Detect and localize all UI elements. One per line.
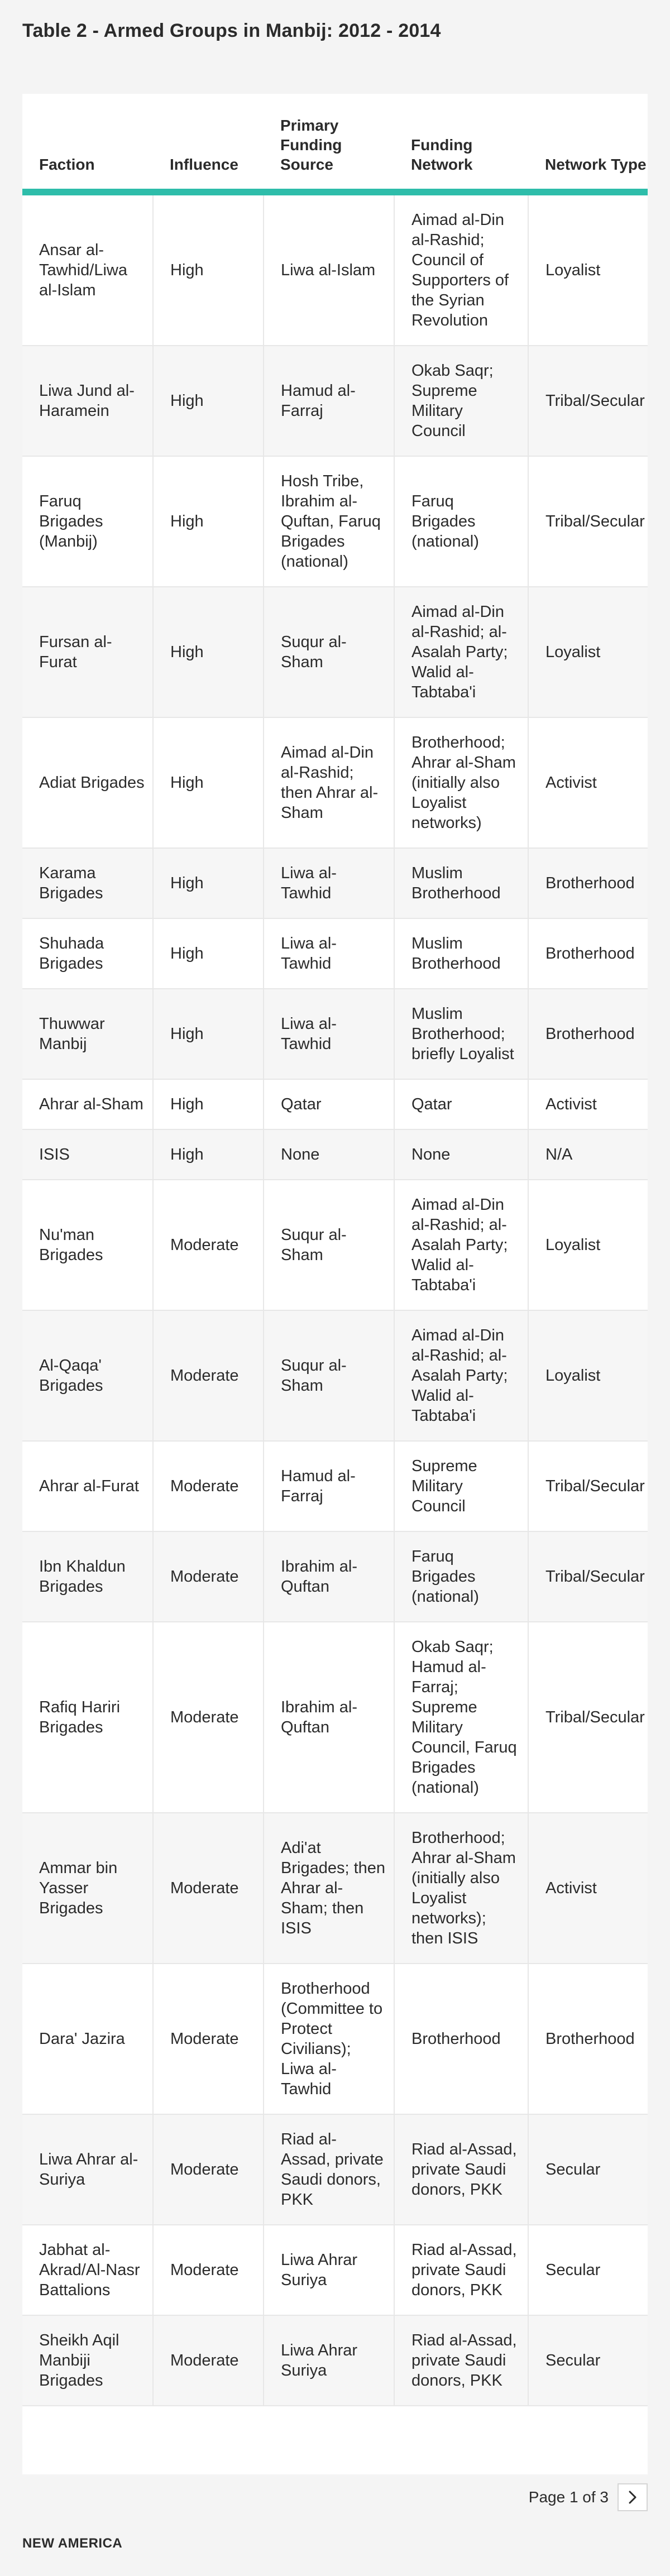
table-row [22,1531,648,1622]
cell-funding-network: Aimad al-Din al-Rashid; al-Asalah Party; Walid al-Tabtaba'i [394,587,528,717]
cell-primary-funding-source: Riad al-Assad, private Saudi donors, PKK [264,2114,394,2225]
cell-influence: High [153,456,264,587]
cell-faction: Liwa Jund al-Haramein [22,346,153,456]
column-header-network-type: Network Type [528,94,648,192]
cell-funding-network: Aimad al-Din al-Rashid; al-Asalah Party; Walid al-Tabtaba'i [394,1310,528,1441]
cell-faction: Ammar bin Yasser Brigades [22,1813,153,1964]
page-indicator: Page 1 of 3 [528,2488,609,2506]
table-row [22,1310,648,1441]
table-row [22,192,648,346]
cell-network-type: Loyalist [528,1180,648,1310]
cell-influence: High [153,1079,264,1129]
cell-primary-funding-source: Liwa al-Tawhid [264,848,394,918]
cell-faction: Fursan al-Furat [22,587,153,717]
cell-primary-funding-source: Suqur al-Sham [264,1310,394,1441]
cell-influence: Moderate [153,1531,264,1622]
table-row [22,1813,648,1964]
cell-influence: Moderate [153,1813,264,1964]
cell-influence: Moderate [153,1180,264,1310]
cell-network-type: Brotherhood [528,1964,648,2114]
cell-faction: Ahrar al-Sham [22,1079,153,1129]
cell-primary-funding-source: Brotherhood (Committee to Protect Civilians); Liwa al-Tawhid [264,1964,394,2114]
next-page-button[interactable] [618,2483,648,2511]
cell-primary-funding-source: Liwa al-Islam [264,192,394,346]
cell-network-type: Tribal/Secular [528,346,648,456]
cell-funding-network: Riad al-Assad, private Saudi donors, PKK [394,2315,528,2406]
cell-funding-network: Riad al-Assad, private Saudi donors, PKK [394,2114,528,2225]
cell-influence: High [153,848,264,918]
cell-primary-funding-source: Hamud al-Farraj [264,346,394,456]
table-header-row [22,94,648,192]
cell-primary-funding-source: Suqur al-Sham [264,1180,394,1310]
column-header-faction: Faction [22,94,153,192]
cell-primary-funding-source: Suqur al-Sham [264,587,394,717]
cell-influence: Moderate [153,2315,264,2406]
table-row [22,1441,648,1531]
cell-influence: High [153,1129,264,1180]
cell-funding-network: Qatar [394,1079,528,1129]
cell-network-type: Brotherhood [528,989,648,1079]
cell-influence: Moderate [153,2114,264,2225]
cell-primary-funding-source: Aimad al-Din al-Rashid; then Ahrar al-Sham [264,717,394,848]
cell-faction: Adiat Brigades [22,717,153,848]
cell-network-type: Loyalist [528,587,648,717]
cell-funding-network: Riad al-Assad, private Saudi donors, PKK [394,2225,528,2315]
cell-funding-network: Muslim Brotherhood; briefly Loyalist [394,989,528,1079]
cell-funding-network: Muslim Brotherhood [394,848,528,918]
cell-network-type: Loyalist [528,1310,648,1441]
cell-faction: Sheikh Aqil Manbiji Brigades [22,2315,153,2406]
table-row [22,1079,648,1129]
armed-groups-table [22,94,648,2406]
cell-network-type: Activist [528,1813,648,1964]
column-header-primary-funding-source: Primary Funding Source [264,94,394,192]
cell-faction: Ahrar al-Furat [22,1441,153,1531]
cell-network-type: Tribal/Secular [528,1441,648,1531]
cell-faction: Ansar al-Tawhid/Liwa al-Islam [22,192,153,346]
cell-influence: High [153,192,264,346]
cell-network-type: Tribal/Secular [528,456,648,587]
table-row [22,587,648,717]
cell-network-type: Tribal/Secular [528,1531,648,1622]
cell-primary-funding-source: Ibrahim al-Quftan [264,1622,394,1813]
cell-faction: Jabhat al-Akrad/Al-Nasr Battalions [22,2225,153,2315]
table-row [22,918,648,989]
cell-faction: Nu'man Brigades [22,1180,153,1310]
cell-funding-network: Brotherhood; Ahrar al-Sham (initially also Loyalist networks) [394,717,528,848]
table-row [22,1622,648,1813]
cell-primary-funding-source: Hosh Tribe, Ibrahim al-Quftan, Faruq Brigades (national) [264,456,394,587]
cell-influence: High [153,346,264,456]
table-row [22,2114,648,2225]
cell-influence: High [153,918,264,989]
cell-faction: Faruq Brigades (Manbij) [22,456,153,587]
cell-influence: Moderate [153,1441,264,1531]
cell-network-type: Tribal/Secular [528,1622,648,1813]
cell-influence: Moderate [153,1622,264,1813]
table-scroll-container[interactable] [22,94,648,2474]
cell-faction: Thuwwar Manbij [22,989,153,1079]
table-row [22,717,648,848]
cell-network-type: Secular [528,2225,648,2315]
table-row [22,1964,648,2114]
table-row [22,1129,648,1180]
cell-funding-network: None [394,1129,528,1180]
cell-faction: Dara' Jazira [22,1964,153,2114]
column-header-funding-network: Funding Network [394,94,528,192]
cell-network-type: Secular [528,2114,648,2225]
cell-primary-funding-source: None [264,1129,394,1180]
cell-funding-network: Brotherhood; Ahrar al-Sham (initially also Loyalist networks); then ISIS [394,1813,528,1964]
cell-influence: High [153,717,264,848]
cell-funding-network: Faruq Brigades (national) [394,1531,528,1622]
cell-influence: Moderate [153,1964,264,2114]
cell-funding-network: Supreme Military Council [394,1441,528,1531]
cell-primary-funding-source: Liwa al-Tawhid [264,989,394,1079]
cell-primary-funding-source: Liwa al-Tawhid [264,918,394,989]
cell-primary-funding-source: Adi'at Brigades; then Ahrar al-Sham; then ISIS [264,1813,394,1964]
cell-primary-funding-source: Ibrahim al-Quftan [264,1531,394,1622]
table-row [22,848,648,918]
cell-network-type: Activist [528,717,648,848]
cell-faction: ISIS [22,1129,153,1180]
footer-brand-logo: NEW AMERICA [22,2536,123,2551]
cell-influence: High [153,587,264,717]
cell-network-type: Activist [528,1079,648,1129]
page-title: Table 2 - Armed Groups in Manbij: 2012 - 2014 [22,20,441,41]
cell-primary-funding-source: Liwa Ahrar Suriya [264,2315,394,2406]
table-row [22,1180,648,1310]
column-header-influence: Influence [153,94,264,192]
cell-faction: Al-Qaqa' Brigades [22,1310,153,1441]
cell-influence: Moderate [153,2225,264,2315]
cell-faction: Karama Brigades [22,848,153,918]
cell-funding-network: Aimad al-Din al-Rashid; Council of Supporters of the Syrian Revolution [394,192,528,346]
cell-funding-network: Faruq Brigades (national) [394,456,528,587]
cell-primary-funding-source: Hamud al-Farraj [264,1441,394,1531]
cell-network-type: N/A [528,1129,648,1180]
cell-network-type: Loyalist [528,192,648,346]
cell-influence: High [153,989,264,1079]
cell-faction: Shuhada Brigades [22,918,153,989]
table-row [22,2315,648,2406]
table-row [22,346,648,456]
cell-funding-network: Okab Saqr; Supreme Military Council [394,346,528,456]
cell-funding-network: Okab Saqr; Hamud al-Farraj; Supreme Military Council, Faruq Brigades (national) [394,1622,528,1813]
table-row [22,989,648,1079]
cell-faction: Liwa Ahrar al-Suriya [22,2114,153,2225]
cell-primary-funding-source: Qatar [264,1079,394,1129]
cell-funding-network: Brotherhood [394,1964,528,2114]
cell-network-type: Brotherhood [528,848,648,918]
cell-funding-network: Aimad al-Din al-Rashid; al-Asalah Party; Walid al-Tabtaba'i [394,1180,528,1310]
cell-primary-funding-source: Liwa Ahrar Suriya [264,2225,394,2315]
cell-funding-network: Muslim Brotherhood [394,918,528,989]
table-row [22,2225,648,2315]
cell-network-type: Brotherhood [528,918,648,989]
pagination [529,2483,648,2511]
cell-faction: Ibn Khaldun Brigades [22,1531,153,1622]
cell-faction: Rafiq Hariri Brigades [22,1622,153,1813]
cell-influence: Moderate [153,1310,264,1441]
cell-network-type: Secular [528,2315,648,2406]
chevron-right-icon [628,2491,637,2504]
table-row [22,456,648,587]
